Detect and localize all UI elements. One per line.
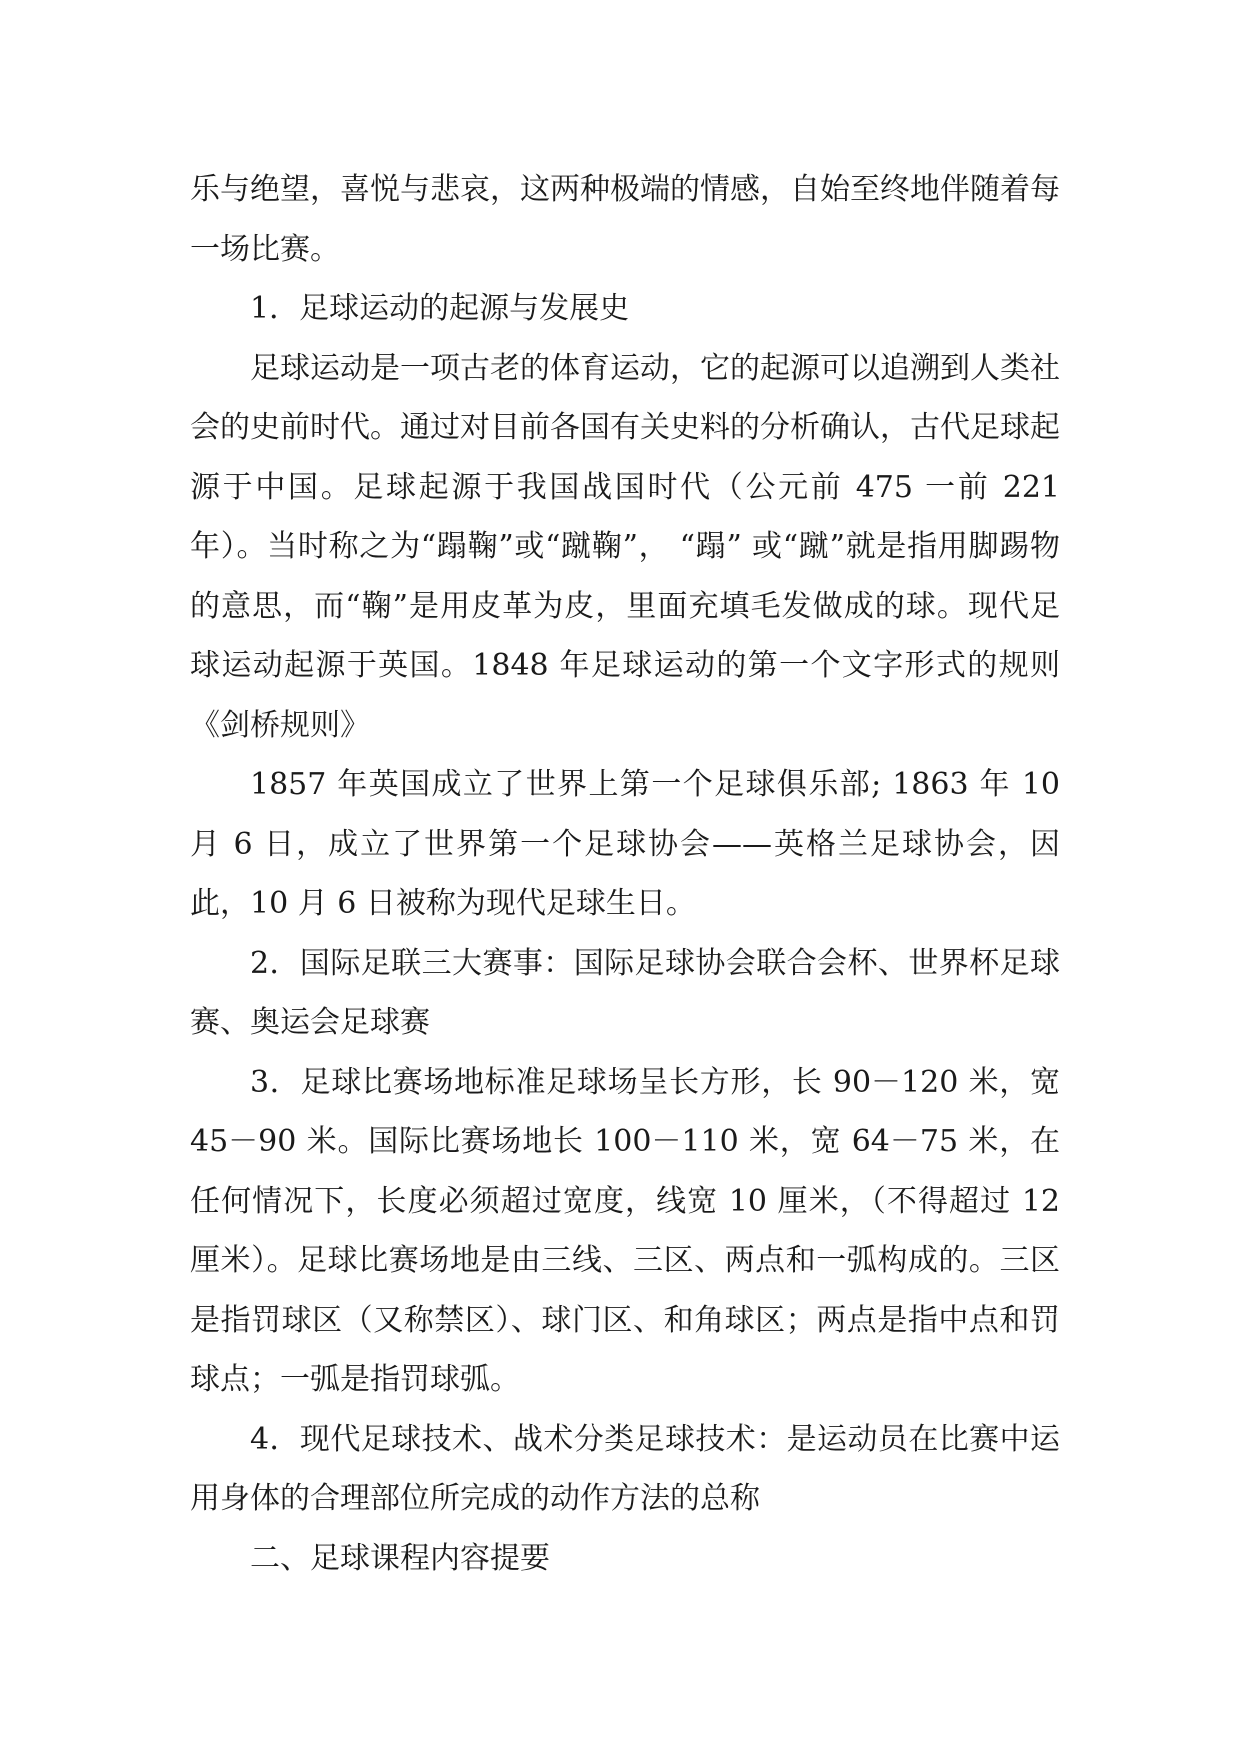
paragraph-field-standards: 3．足球比赛场地标准足球场呈长方形，长 90－120 米，宽 45－90 米。国际比赛场地长 100－110 米，宽 64－75 米，在任何情况下，长度必须超过宽度，线宽 10 厘米，（不得超过 12 厘米）。足球比赛场地是由三线、三区、两点和一弧构成的。三区是指罚球区（又称禁区）、球门区、和角球区；两点是指中点和罚球点；一弧是指罚球弧。 <box>190 1064 1060 1397</box>
paragraph-origin-history: 足球运动是一项古老的体育运动，它的起源可以追溯到人类社会的史前时代。通过对目前各国有关史料的分析确认，古代足球起源于中国。足球起源于我国战国时代（公元前 475 一前 221 年）。当时称之为“蹋鞠”或“蹴鞠”， “蹋” 或“蹴”就是指用脚踢物的意思，而“鞠”是用皮革为皮，里面充填毛发做成的球。现代足球运动起源于英国。1848 年足球运动的第一个文字形式的规则《剑桥规则》 <box>190 350 1060 743</box>
paragraph-fifa-events: 2．国际足联三大赛事：国际足球协会联合会杯、世界杯足球赛、奥运会足球赛 <box>190 945 1060 1040</box>
paragraph-first-club: 1857 年英国成立了世界上第一个足球俱乐部; 1863 年 10 月 6 日，成立了世界第一个足球协会——英格兰足球协会，因此，10 月 6 日被称为现代足球生日。 <box>190 767 1060 921</box>
section-heading-course-outline: 二、足球课程内容提要 <box>250 1540 550 1576</box>
paragraph-techniques: 4．现代足球技术、战术分类足球技术：是运动员在比赛中运用身体的合理部位所完成的动作方法的总称 <box>190 1421 1060 1516</box>
body-text <box>190 160 1060 1588</box>
paragraph-continuation: 乐与绝望，喜悦与悲哀，这两种极端的情感，自始至终地伴随着每一场比赛。 <box>190 172 1060 267</box>
heading-football-origin: 1．足球运动的起源与发展史 <box>250 291 630 326</box>
